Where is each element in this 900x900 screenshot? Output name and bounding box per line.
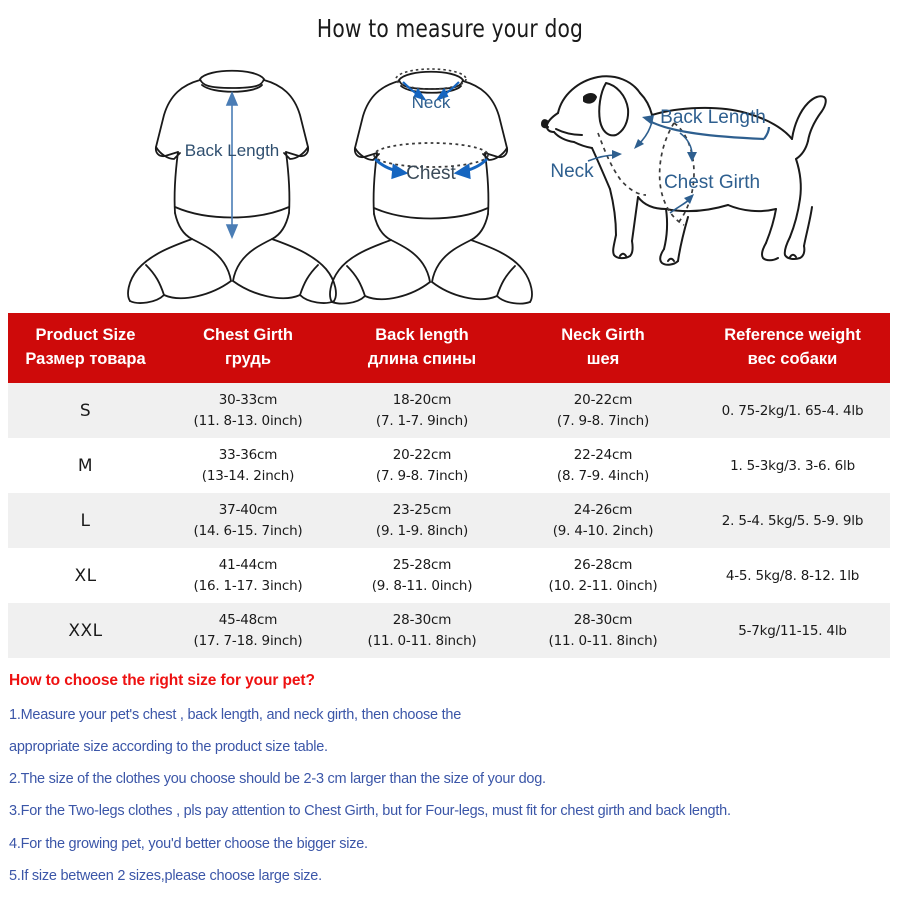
cell-neck-girth [511,493,695,548]
value-inch: (7. 9-8. 7inch) [556,412,650,429]
value-inch: (7. 9-8. 7inch) [375,467,469,484]
value-cm: 23-25cm [392,502,452,519]
cell-reference-weight: 5-7kg/11-15. 4lb [738,622,847,639]
value-cm: 20-22cm [392,447,452,464]
value-inch: (17. 7-18. 9inch) [193,632,303,649]
cell-chest-girth [163,383,333,438]
measurement-diagrams [0,55,900,310]
cell-product-size: XXL [68,620,103,641]
value-cm: 28-30cm [573,612,633,629]
value-inch: (9. 1-9. 8inch) [375,522,469,539]
cell-reference-weight: 0. 75-2kg/1. 65-4. 4lb [721,402,864,419]
diagram-back-view [112,55,352,305]
value-inch: (11. 0-11. 8inch) [548,632,658,649]
value-cm: 33-36cm [218,447,278,464]
value-cm: 30-33cm [218,392,278,409]
sizing-advice-section [9,672,894,885]
cell-product-size: L [80,510,91,531]
value-inch: (7. 1-7. 9inch) [375,412,469,429]
cell-chest-girth [163,493,333,548]
table-header-row [8,313,890,383]
cell-reference-weight: 2. 5-4. 5kg/5. 5-9. 9lb [721,512,864,529]
value-inch: (8. 7-9. 4inch) [556,467,650,484]
table-header [8,313,890,383]
value-inch: (9. 8-11. 0inch) [371,577,473,594]
column-header-reference-weight [695,313,890,383]
note-line: 4.For the growing pet, you'd better choose the bigger size. [9,835,368,852]
value-cm: 24-26cm [573,502,633,519]
cell-back-length [333,438,511,493]
column-header-en: Neck Girth [561,326,645,345]
table-row [8,548,890,603]
cell-neck-girth [511,603,695,658]
label-chest: Chest [406,163,456,184]
cell-chest-girth [163,438,333,493]
value-cm: 22-24cm [573,447,633,464]
table-row [8,603,890,658]
column-header-ru: шея [586,350,620,368]
cell-product-size: M [77,455,94,476]
cell-product-size: S [79,400,92,421]
cell-chest-girth [163,603,333,658]
column-header-en: Back length [375,326,469,345]
value-inch: (10. 2-11. 0inch) [548,577,658,594]
value-cm: 45-48cm [218,612,278,629]
column-header-chest-girth [163,313,333,383]
value-inch: (13-14. 2inch) [201,467,295,484]
cell-neck-girth [511,383,695,438]
table-row [8,493,890,548]
cell-reference-weight: 1. 5-3kg/3. 3-6. 6lb [730,457,855,474]
note-line: 1.Measure your pet's chest , back length, and neck girth, then choose the [9,707,462,723]
cell-product-size: XL [74,565,97,586]
column-header-ru: грудь [224,350,272,368]
diagram-front-view [323,55,538,305]
note-line: 2.The size of the clothes you choose should be 2-3 cm larger than the size of your dog. [9,771,546,788]
cell-back-length [333,383,511,438]
page-title: How to measure your dog [316,14,584,43]
table-row [8,438,890,493]
column-header-ru: длина спины [367,350,477,368]
column-header-neck-girth [511,313,695,383]
value-cm: 28-30cm [392,612,452,629]
value-inch: (9. 4-10. 2inch) [552,522,654,539]
cell-reference-weight: 4-5. 5kg/8. 8-12. 1lb [725,567,860,584]
label-neck: Neck [411,93,451,112]
cell-chest-girth [163,548,333,603]
size-chart-table [8,313,890,658]
table-row [8,383,890,438]
note-line: 5.If size between 2 sizes,please choose large size. [9,867,322,884]
value-inch: (11. 0-11. 8inch) [367,632,477,649]
column-header-en: Chest Girth [203,326,293,345]
table-body [8,383,890,658]
column-header-back-length [333,313,511,383]
value-inch: (14. 6-15. 7inch) [193,522,303,539]
label-chest-girth: Chest Girth [663,172,761,193]
value-cm: 25-28cm [392,557,452,574]
note-line: appropriate size according to the product size table. [9,739,328,756]
cell-neck-girth [511,548,695,603]
value-cm: 41-44cm [218,557,278,574]
value-cm: 18-20cm [392,392,452,409]
value-cm: 26-28cm [573,557,633,574]
diagram-dog-side-view [528,55,888,305]
label-back-length: Back Length [660,107,766,128]
label-back-length: Back Length [184,141,280,160]
cell-back-length [333,493,511,548]
column-header-en: Reference weight [724,326,861,345]
column-header-en: Product Size [35,326,136,345]
note-line: 3.For the Two-legs clothes , pls pay attention to Chest Girth, but for Four-legs, must fit for chest girth and back length. [9,803,731,820]
cell-neck-girth [511,438,695,493]
column-header-ru: Размер товара [25,350,146,368]
column-header-product-size [8,313,163,383]
value-inch: (16. 1-17. 3inch) [193,577,303,594]
value-cm: 37-40cm [218,502,278,519]
cell-back-length [333,548,511,603]
notes-heading: How to choose the right size for your pet? [9,672,315,689]
column-header-ru: вес собаки [747,350,838,368]
label-neck: Neck [550,161,594,182]
value-cm: 20-22cm [573,392,633,409]
cell-back-length [333,603,511,658]
value-inch: (11. 8-13. 0inch) [193,412,303,429]
